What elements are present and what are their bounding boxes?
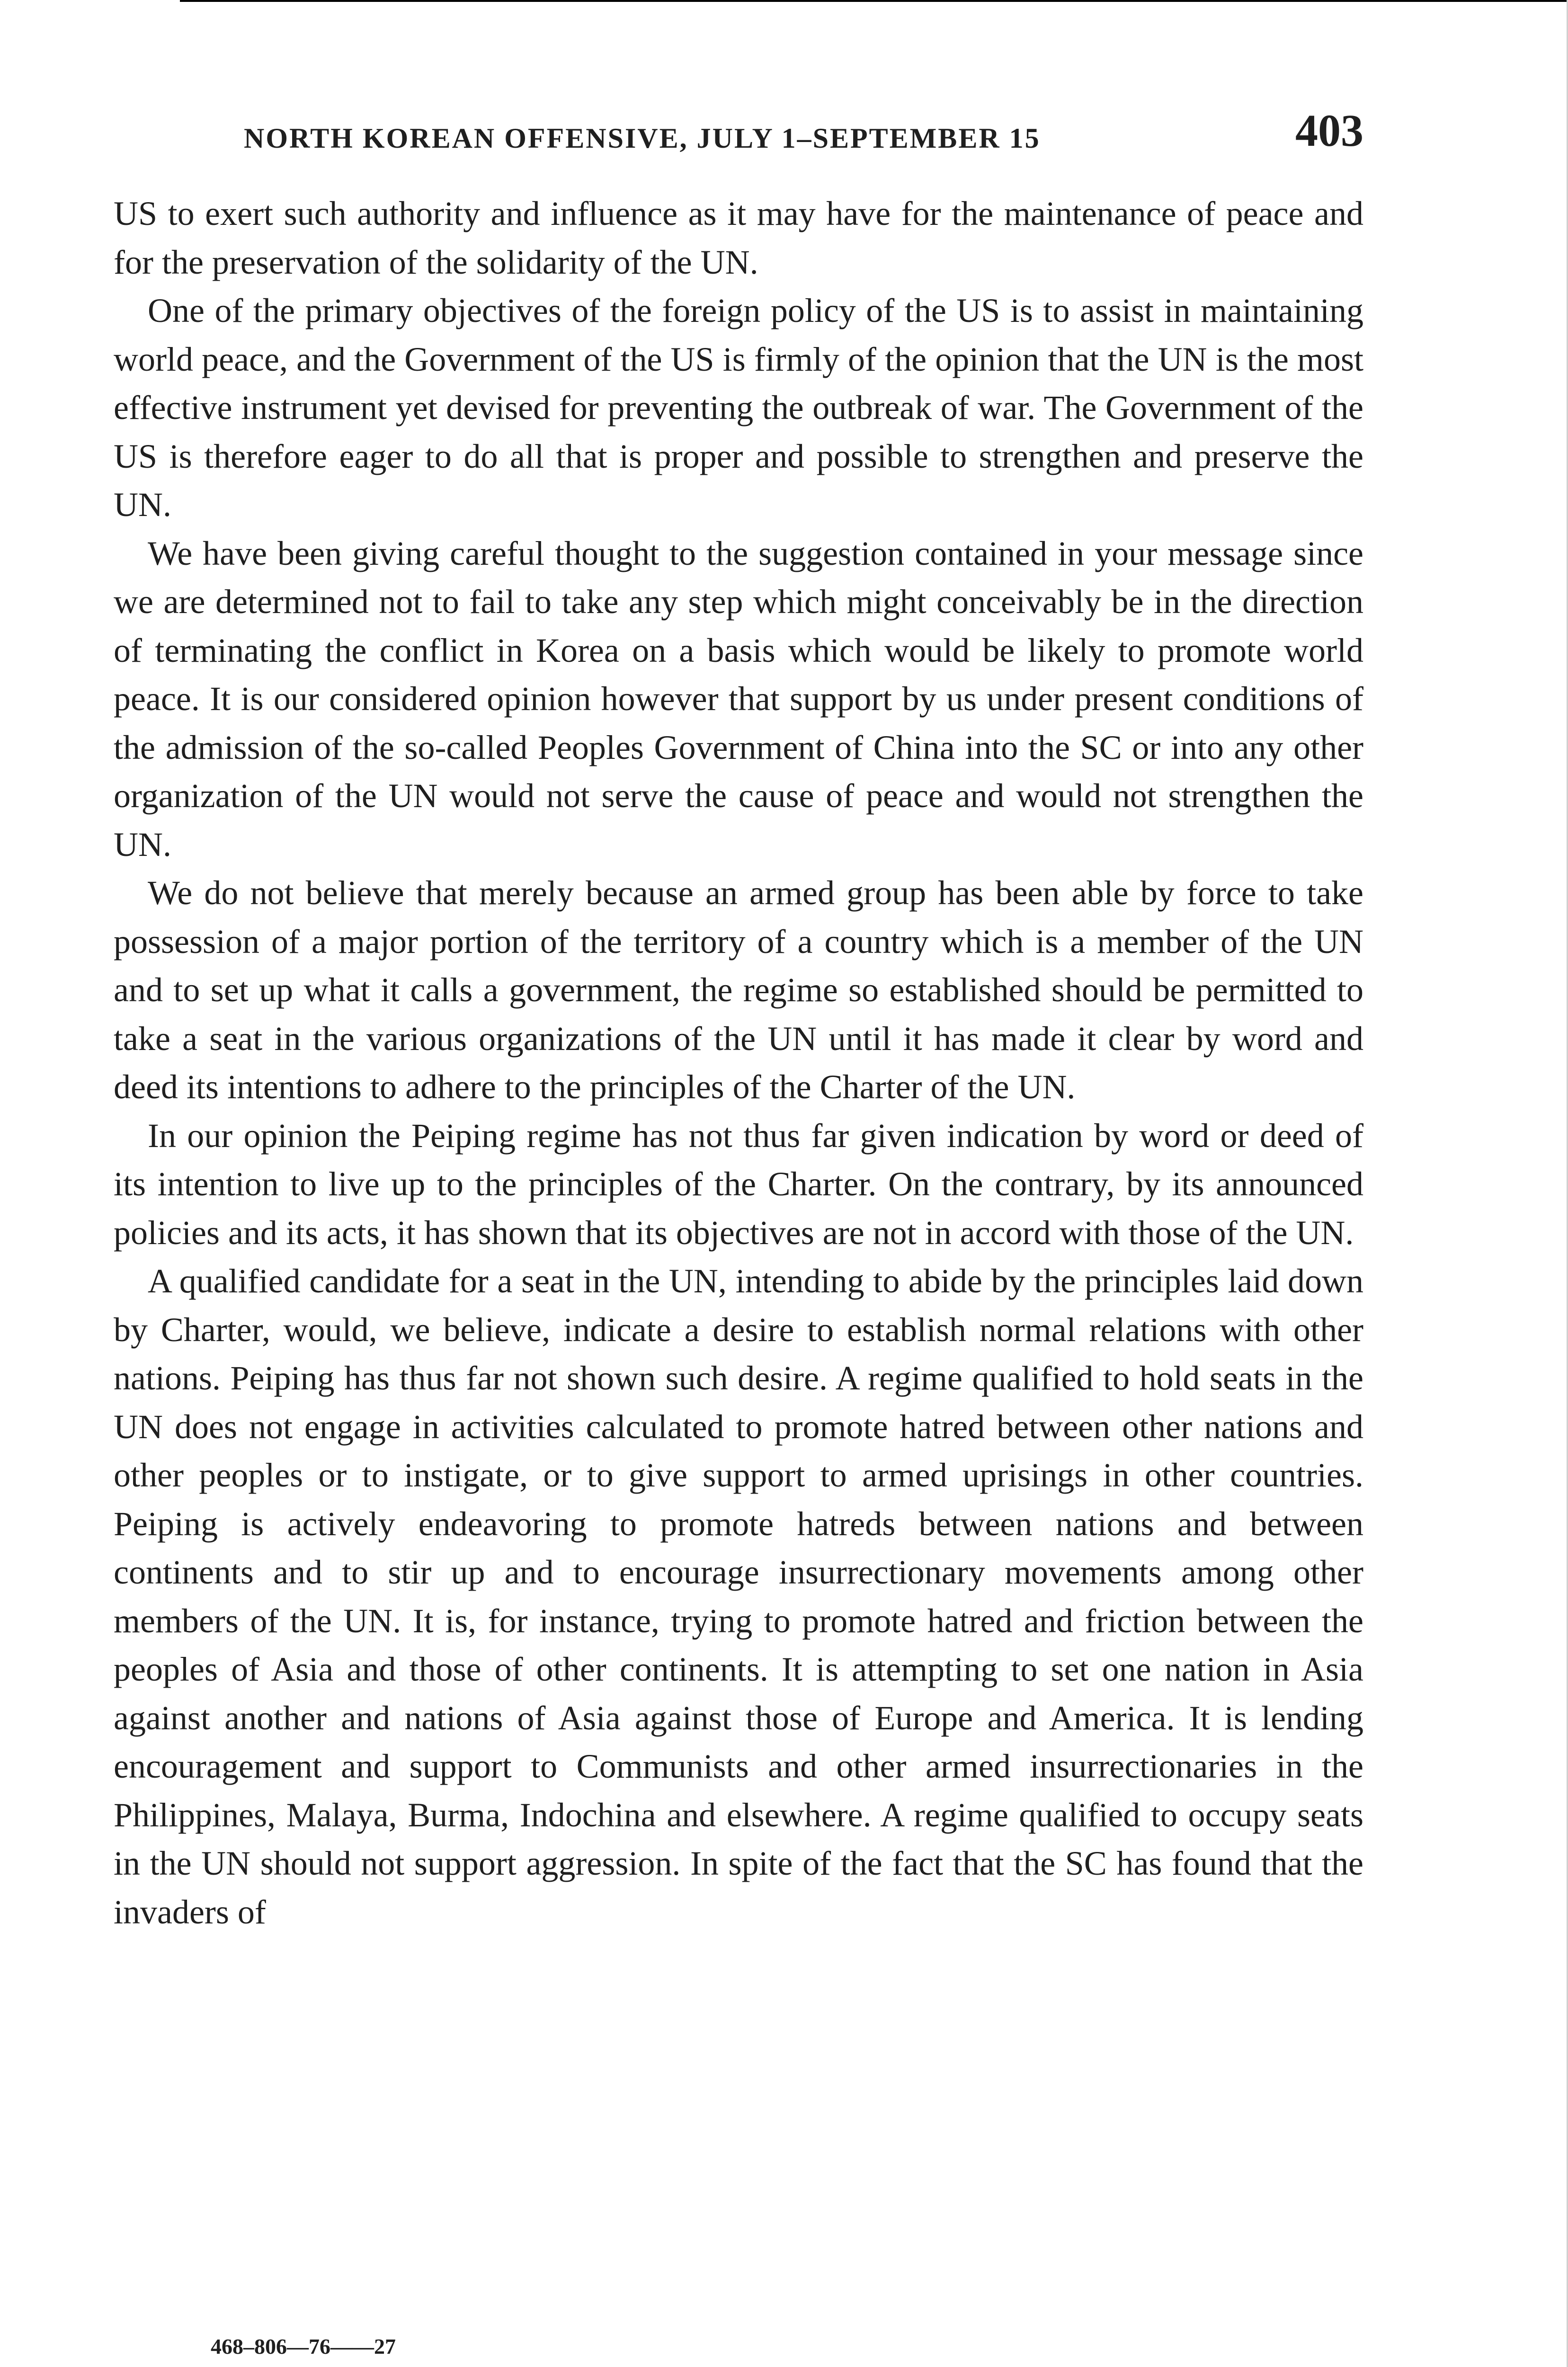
paragraph-2: One of the primary objectives of the foreign policy of the US is to assist in maintaining world peace, and the Government of the US is firmly of the opinion that the UN is the most effective instrument yet devised for preventing the outbreak of war. The Government of the US is therefore eager to do all that is proper and possible to strengthen and preserve the UN. (114, 292, 1363, 524)
paragraph-3: We have been giving careful thought to the suggestion contained in your message since we are determined not to fail to take any step which might conceivably be in the direction of terminating the conflict in Korea on a basis which would be likely to promote world peace. It is our considered opinion however that support by us under present conditions of the admission of the so-called Peoples Government of China into the SC or into any other organization of the UN would not serve the cause of peace and would not strengthen the UN. (114, 534, 1363, 863)
print-code: 468–806—76——27 (211, 2334, 396, 2358)
page-header (114, 99, 1363, 161)
paragraph-4: We do not believe that merely because an armed group has been able by force to take possession of a major portion of the territory of a country which is a member of the UN and to set up what it calls a government, the regime so established should be permitted to take a seat in the various organizations of the UN until it has made it clear by word and deed its intentions to adhere to the principles of the Charter of the UN. (114, 874, 1363, 1106)
body-text (114, 189, 1363, 1936)
scan-edge-top (180, 0, 1568, 2)
running-head: NORTH KOREAN OFFENSIVE, JULY 1–SEPTEMBER 15 (244, 123, 1041, 154)
paragraph-5: In our opinion the Peiping regime has not thus far given indication by word or deed of its intention to live up to the principles of the Charter. On the contrary, by its announced policies and its acts, it has shown that its objectives are not in accord with those of the UN. (114, 1116, 1363, 1252)
paragraph-6: A qualified candidate for a seat in the UN, intending to abide by the principles laid down by Charter, would, we believe, indicate a desire to establish normal relations with other nations. Peiping has thus far not shown such desire. A regime qualified to hold seats in the UN does not engage in activities calculated to promote hatred between other nations and other peoples or to instigate, or to give support to armed uprisings in other countries. Peiping is actively endeavoring to promote hatreds between nations and between continents and to stir up and to encourage insurrectionary movements among other members of the UN. It is, for instance, trying to promote hatred and friction between the peoples of Asia and those of other continents. It is attempting to set one nation in Asia against another and nations of Asia against those of Europe and America. It is lending encouragement and support to Communists and other armed insurrectionaries in the Philippines, Malaya, Burma, Indochina and elsewhere. A regime qualified to occupy seats in the UN should not support aggression. In spite of the fact that the SC has found that the invaders of (114, 1262, 1363, 1931)
page-number: 403 (1295, 105, 1363, 156)
paragraph-1: US to exert such authority and influence as it may have for the maintenance of peace and for the preservation of the solidarity of the UN. (114, 195, 1363, 281)
